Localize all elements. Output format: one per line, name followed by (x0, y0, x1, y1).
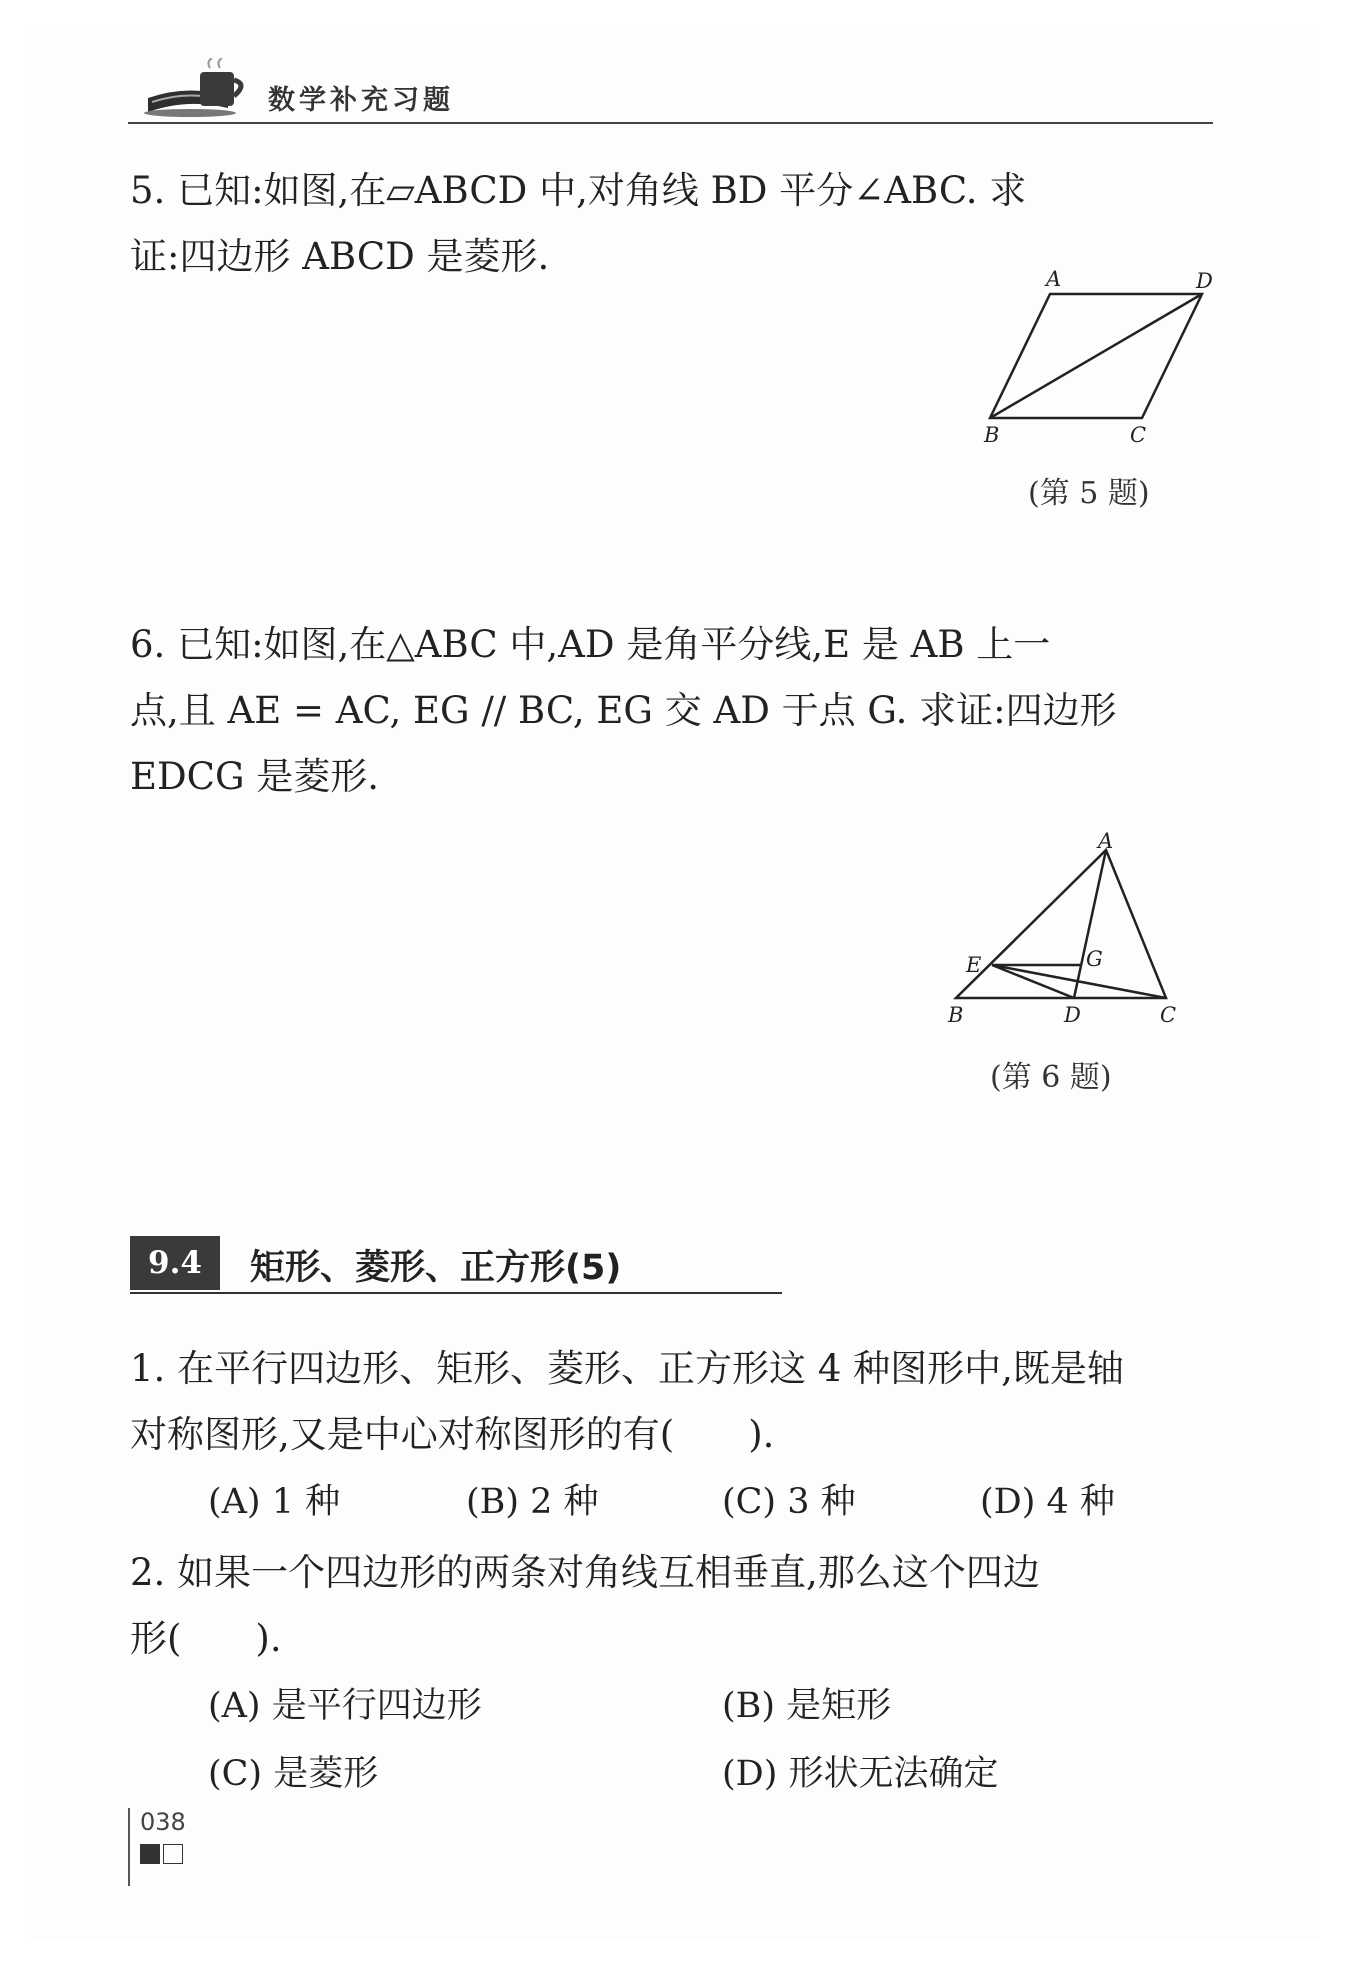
question-1-option-c: (C) 3 种 (722, 1482, 856, 1522)
page-number: 038 (140, 1808, 186, 1836)
problem-6-figure (940, 830, 1190, 1030)
page-marker-boxes (140, 1844, 186, 1864)
problem-6-line-1: 6. 已知:如图,在△ABC 中,AD 是角平分线,E 是 AB 上一 (130, 623, 1051, 666)
filled-square-icon (140, 1844, 160, 1864)
vertex-label-a: A (1046, 267, 1062, 291)
problem-5-caption: (第 5 题) (1028, 476, 1150, 511)
problem-6-caption: (第 6 题) (990, 1060, 1112, 1095)
vertex-label-b: B (984, 423, 1000, 447)
problem-5-figure (970, 262, 1230, 452)
question-1-option-b: (B) 2 种 (466, 1482, 599, 1522)
problem-6-line-2: 点,且 AE = AC, EG // BC, EG 交 AD 于点 G. 求证:四边形 (130, 689, 1117, 732)
question-2-line-2: 形( ). (130, 1617, 282, 1660)
problem-5-line-1: 5. 已知:如图,在▱ABCD 中,对角线 BD 平分∠ABC. 求 (130, 169, 1027, 212)
vertex-label-g: G (1086, 947, 1103, 971)
problem-6-line-3: EDCG 是菱形. (130, 755, 380, 798)
empty-square-icon (163, 1844, 183, 1864)
section-number-badge: 9.4 (130, 1236, 220, 1290)
vertex-label-c: C (1130, 423, 1147, 447)
vertex-label-d: D (1064, 1003, 1081, 1027)
problem-5-line-2: 证:四边形 ABCD 是菱形. (130, 235, 550, 278)
section-heading (130, 1236, 782, 1294)
vertex-label-a: A (1098, 830, 1114, 853)
vertex-label-b: B (948, 1003, 964, 1027)
question-1-option-d: (D) 4 种 (980, 1482, 1115, 1522)
question-2-line-1: 2. 如果一个四边形的两条对角线互相垂直,那么这个四边 (130, 1551, 1040, 1594)
vertex-label-d: D (1196, 269, 1213, 293)
question-1-line-1: 1. 在平行四边形、矩形、菱形、正方形这 4 种图形中,既是轴 (130, 1347, 1124, 1390)
book-and-cup-icon (128, 58, 248, 120)
vertex-label-c: C (1160, 1003, 1177, 1027)
question-2-option-b: (B) 是矩形 (722, 1686, 892, 1726)
question-1-option-a: (A) 1 种 (208, 1482, 341, 1522)
vertex-label-e: E (966, 953, 982, 977)
header-title: 数学补充习题 (268, 85, 454, 116)
section-title: 矩形、菱形、正方形(5) (250, 1248, 622, 1288)
question-1-line-2: 对称图形,又是中心对称图形的有( ). (130, 1413, 775, 1456)
question-2-option-c: (C) 是菱形 (208, 1754, 379, 1794)
question-2-option-d: (D) 形状无法确定 (722, 1754, 999, 1794)
question-2-option-a: (A) 是平行四边形 (208, 1686, 482, 1726)
running-header (128, 58, 1213, 124)
page-number-block (128, 1808, 186, 1886)
